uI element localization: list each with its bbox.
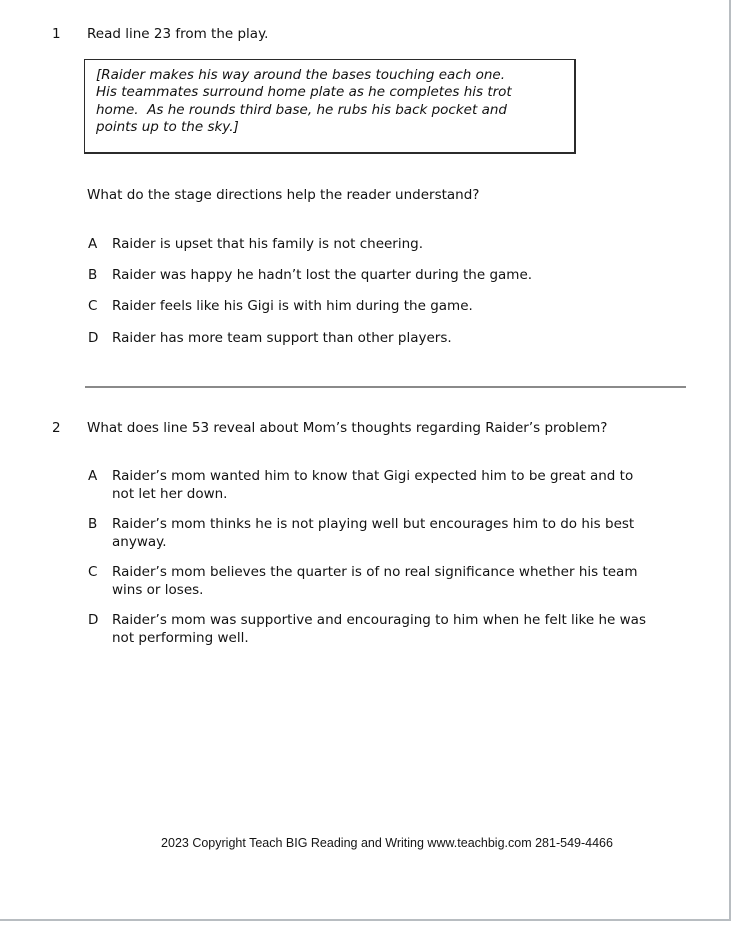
question-1-option-c xyxy=(88,298,473,315)
question-1-text: What do the stage directions help the reader understand? xyxy=(87,187,480,203)
option-text: not performing well. xyxy=(112,630,249,646)
option-letter: D xyxy=(88,330,99,346)
option-text: Raider is upset that his family is not cheering. xyxy=(112,236,424,252)
question-1-prompt: Read line 23 from the play. xyxy=(87,26,269,42)
stage-directions-line: points up to the sky.] xyxy=(96,118,239,135)
option-letter: C xyxy=(88,564,98,580)
footer-copyright-text: 2023 Copyright Teach BIG Reading and Writing www.teachbig.com 281-549-4466 xyxy=(161,836,613,850)
option-letter: B xyxy=(88,267,98,283)
question-2-text: What does line 53 reveal about Mom’s thoughts regarding Raider’s problem? xyxy=(87,420,608,436)
option-text: Raider was happy he hadn’t lost the quarter during the game. xyxy=(112,267,533,283)
option-text: Raider has more team support than other players. xyxy=(112,330,452,346)
question-2-option-d xyxy=(88,611,646,647)
stage-directions-box xyxy=(84,59,576,154)
option-text: Raider’s mom thinks he is not playing well but encourages him to do his best xyxy=(112,516,635,532)
option-text: Raider’s mom wanted him to know that Gigi expected him to be great and to xyxy=(112,468,634,484)
option-letter: B xyxy=(88,516,98,532)
option-letter: D xyxy=(88,612,99,628)
question-2-option-b xyxy=(88,515,634,551)
option-letter: A xyxy=(88,468,98,484)
question-2-number: 2 xyxy=(52,420,61,436)
option-text: not let her down. xyxy=(112,486,228,502)
question-2-option-a xyxy=(88,467,633,503)
stage-directions-line: home. As he rounds third base, he rubs his back pocket and xyxy=(96,101,507,118)
question-1-option-a xyxy=(88,236,423,253)
question-2-option-c xyxy=(88,563,638,599)
option-text: Raider’s mom was supportive and encouraging to him when he felt like he was xyxy=(112,612,646,628)
question-1-option-d xyxy=(88,330,452,347)
stage-directions-line: His teammates surround home plate as he completes his trot xyxy=(96,84,512,101)
option-text: anyway. xyxy=(112,534,167,550)
option-letter: C xyxy=(88,298,98,314)
question-divider xyxy=(85,386,686,388)
option-letter: A xyxy=(88,236,98,252)
question-1-option-b xyxy=(88,267,532,284)
option-text: Raider’s mom believes the quarter is of no real significance whether his team xyxy=(112,564,638,580)
stage-directions-line: [Raider makes his way around the bases touching each one. xyxy=(96,67,506,83)
option-text: Raider feels like his Gigi is with him during the game. xyxy=(112,298,473,314)
option-text: wins or loses. xyxy=(112,582,204,598)
question-1-number: 1 xyxy=(52,26,61,42)
